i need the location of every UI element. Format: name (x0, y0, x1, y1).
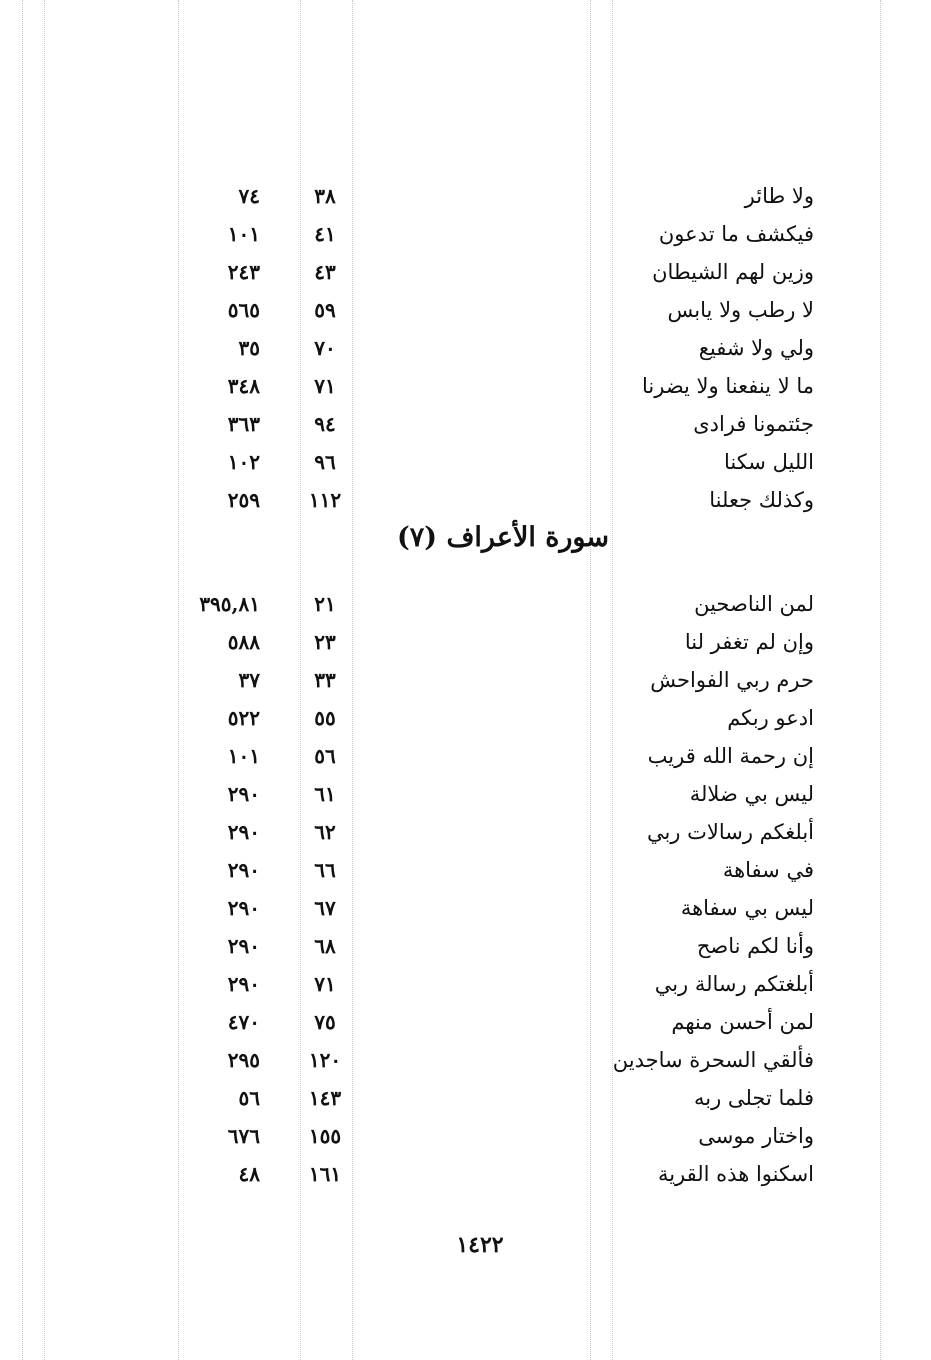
verse-number: ٥٩ (314, 298, 336, 322)
phrase-text: ليس بي سفاهة (680, 896, 814, 920)
verse-number: ٦٧ (314, 896, 336, 920)
index-row (0, 816, 931, 854)
verse-number: ٦٨ (314, 934, 336, 958)
verse-number: ٤١ (314, 222, 336, 246)
index-row (0, 332, 931, 370)
phrase-text: الليل سكنا (723, 450, 814, 474)
index-row (0, 408, 931, 446)
verse-number: ١٥٥ (308, 1124, 342, 1148)
verse-number: ٢١ (314, 592, 336, 616)
page-number: ١٤٢٢ (456, 1232, 504, 1258)
index-row (0, 1006, 931, 1044)
phrase-text: وزين لهم الشيطان (652, 260, 814, 284)
index-section-araf (0, 588, 931, 1196)
phrase-text: واختار موسى (698, 1124, 814, 1148)
verse-number: ١٢٠ (308, 1048, 342, 1072)
verse-number: ٦٢ (314, 820, 336, 844)
index-row (0, 778, 931, 816)
index-row (0, 294, 931, 332)
page-reference: ٣٤٨ (227, 374, 260, 398)
page-reference: ٢٩٠ (227, 858, 260, 882)
page-reference: ٧٤ (238, 184, 260, 208)
index-row (0, 218, 931, 256)
verse-number: ٣٨ (314, 184, 336, 208)
page-reference: ٣٧ (238, 668, 260, 692)
index-row (0, 484, 931, 522)
index-row (0, 446, 931, 484)
phrase-text: ليس بي ضلالة (689, 782, 814, 806)
phrase-text: لمن أحسن منهم (671, 1010, 814, 1034)
page-reference: ٢٩٠ (227, 934, 260, 958)
index-row (0, 588, 931, 626)
page-reference: ٢٩٠ (227, 782, 260, 806)
verse-number: ٢٣ (314, 630, 336, 654)
page-reference: ٢٩٥ (227, 1048, 260, 1072)
page-reference: ٣٦٣ (227, 412, 260, 436)
phrase-text: في سفاهة (722, 858, 814, 882)
index-row (0, 1044, 931, 1082)
phrase-text: جئتمونا فرادى (693, 412, 814, 436)
page-reference: ٢٩٠ (227, 896, 260, 920)
verse-number: ٤٣ (314, 260, 336, 284)
phrase-text: لمن الناصحين (694, 592, 814, 616)
phrase-text: اسكنوا هذه القرية (657, 1162, 814, 1186)
page-reference: ٥٨٨ (227, 630, 260, 654)
phrase-text: إن رحمة الله قريب (647, 744, 814, 768)
verse-number: ٧٠ (314, 336, 336, 360)
phrase-text: وأنا لكم ناصح (696, 934, 814, 958)
page-reference: ٣٥ (238, 336, 260, 360)
verse-number: ١٦١ (308, 1162, 342, 1186)
verse-number: ٧١ (314, 972, 336, 996)
phrase-text: ادعو ربكم (727, 706, 814, 730)
page-reference: ١٠٢ (227, 450, 260, 474)
verse-number: ٦١ (314, 782, 336, 806)
index-row (0, 702, 931, 740)
page-reference: ٤٨ (238, 1162, 260, 1186)
index-row (0, 1120, 931, 1158)
phrase-text: فألقي السحرة ساجدين (612, 1048, 814, 1072)
verse-number: ١١٢ (308, 488, 342, 512)
phrase-text: أبلغتكم رسالة ربي (654, 972, 814, 996)
page-reference: ٤٧٠ (227, 1010, 260, 1034)
index-row (0, 1082, 931, 1120)
page-reference: ٦٧٦ (227, 1124, 260, 1148)
phrase-text: ولي ولا شفيع (698, 336, 814, 360)
index-row (0, 930, 931, 968)
phrase-text: ما لا ينفعنا ولا يضرنا (642, 374, 814, 398)
index-row (0, 968, 931, 1006)
verse-number: ٩٤ (314, 412, 336, 436)
page-reference: ٥٢٢ (227, 706, 260, 730)
verse-number: ٥٦ (314, 744, 336, 768)
phrase-text: فيكشف ما تدعون (658, 222, 814, 246)
page-reference: ٣٩٥,٨١ (199, 592, 260, 616)
page-reference: ٢٤٣ (227, 260, 260, 284)
verse-number: ٦٦ (314, 858, 336, 882)
verse-number: ٩٦ (314, 450, 336, 474)
phrase-text: وكذلك جعلنا (709, 488, 814, 512)
verse-number: ٥٥ (314, 706, 336, 730)
page-reference: ٢٥٩ (227, 488, 260, 512)
page-reference: ٢٩٠ (227, 820, 260, 844)
index-row (0, 626, 931, 664)
index-row (0, 854, 931, 892)
verse-number: ٧١ (314, 374, 336, 398)
index-row (0, 664, 931, 702)
index-row (0, 1158, 931, 1196)
page-reference: ١٠١ (227, 744, 260, 768)
page-reference: ٥٦٥ (227, 298, 260, 322)
page-reference: ٥٦ (238, 1086, 260, 1110)
index-row (0, 740, 931, 778)
phrase-text: حرم ربي الفواحش (650, 668, 814, 692)
phrase-text: أبلغكم رسالات ربي (646, 820, 814, 844)
surah-heading: سورة الأعراف (٧) (396, 522, 609, 553)
page-reference: ١٠١ (227, 222, 260, 246)
index-row (0, 370, 931, 408)
index-row (0, 180, 931, 218)
phrase-text: وإن لم تغفر لنا (684, 630, 814, 654)
index-section-anam (0, 180, 931, 522)
index-row (0, 256, 931, 294)
phrase-text: فلما تجلى ربه (694, 1086, 814, 1110)
phrase-text: لا رطب ولا يابس (667, 298, 814, 322)
page-reference: ٢٩٠ (227, 972, 260, 996)
phrase-text: ولا طائر (744, 184, 814, 208)
verse-number: ٣٣ (314, 668, 336, 692)
verse-number: ١٤٣ (308, 1086, 342, 1110)
index-row (0, 892, 931, 930)
verse-number: ٧٥ (314, 1010, 336, 1034)
